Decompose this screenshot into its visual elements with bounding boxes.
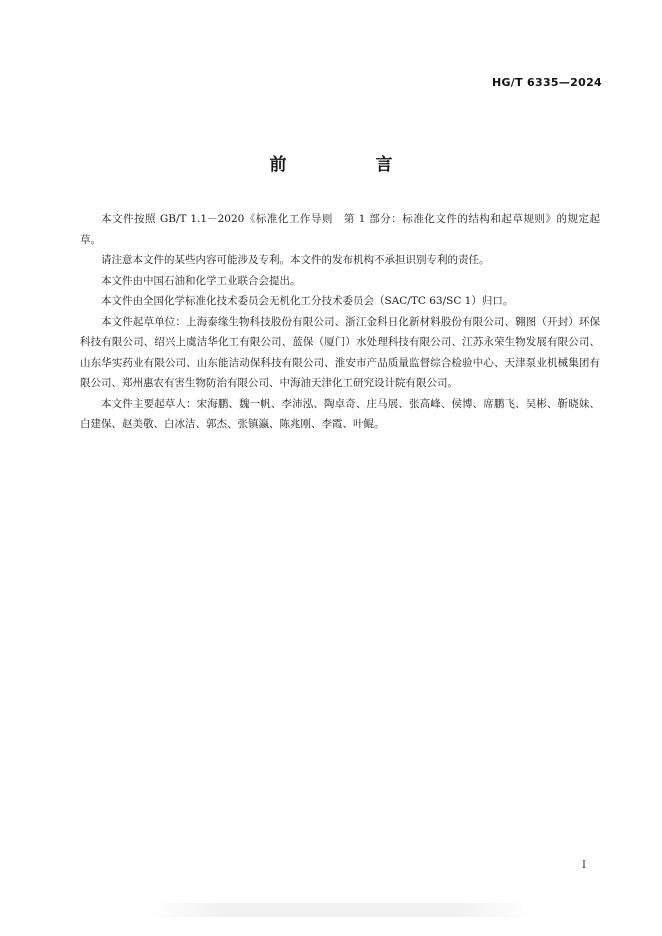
paragraph-patent-notice: 请注意本文件的某些内容可能涉及专利。本文件的发布机构不承担识别专利的责任。 [101,254,490,266]
foreword-body [80,209,600,435]
paragraph-drafting-rules: 本文件按照 GB/T 1.1－2020《标准化工作导则 第 1 部分：标准化文件的结构和起草规则》的规定起草。 [80,213,600,246]
page-title: 前 言 [269,155,429,175]
page-number: I [582,860,586,871]
paragraph-drafters: 本文件主要起草人：宋海鹏、魏一帆、李沛泓、陶卓奇、庄马展、张高峰、侯博、席鹏飞、吴彬、靳晓妹、白建保、赵美敬、白冰洁、郭杰、张镇瀛、陈兆刚、李霞、叶鲲。 [80,397,600,430]
standard-code: HG/T 6335—2024 [491,76,602,89]
paragraph-drafting-units: 本文件起草单位：上海泰缘生物科技股份有限公司、浙江金科日化新材料股份有限公司、翱图（开封）环保科技有限公司、绍兴上虞洁华化工有限公司、蓝保（厦门）水处理科技有限公司、江苏永荣生物发展有限公司、山东华实药业有限公司、山东能洁动保科技有限公司、淮安市产品质量监督综合检验中心、天津泵业机械集团有限公司、郑州惠农有害生物防治有限公司、中海油天津化工研究设计院有限公司。 [80,315,600,389]
paragraph-committee: 本文件由全国化学标准化技术委员会无机化工分技术委员会（SAC/TC 63/SC 1）归口。 [101,295,514,307]
paragraph-proposer: 本文件由中国石油和化学工业联合会提出。 [101,274,301,287]
footer-watermark [150,903,530,917]
